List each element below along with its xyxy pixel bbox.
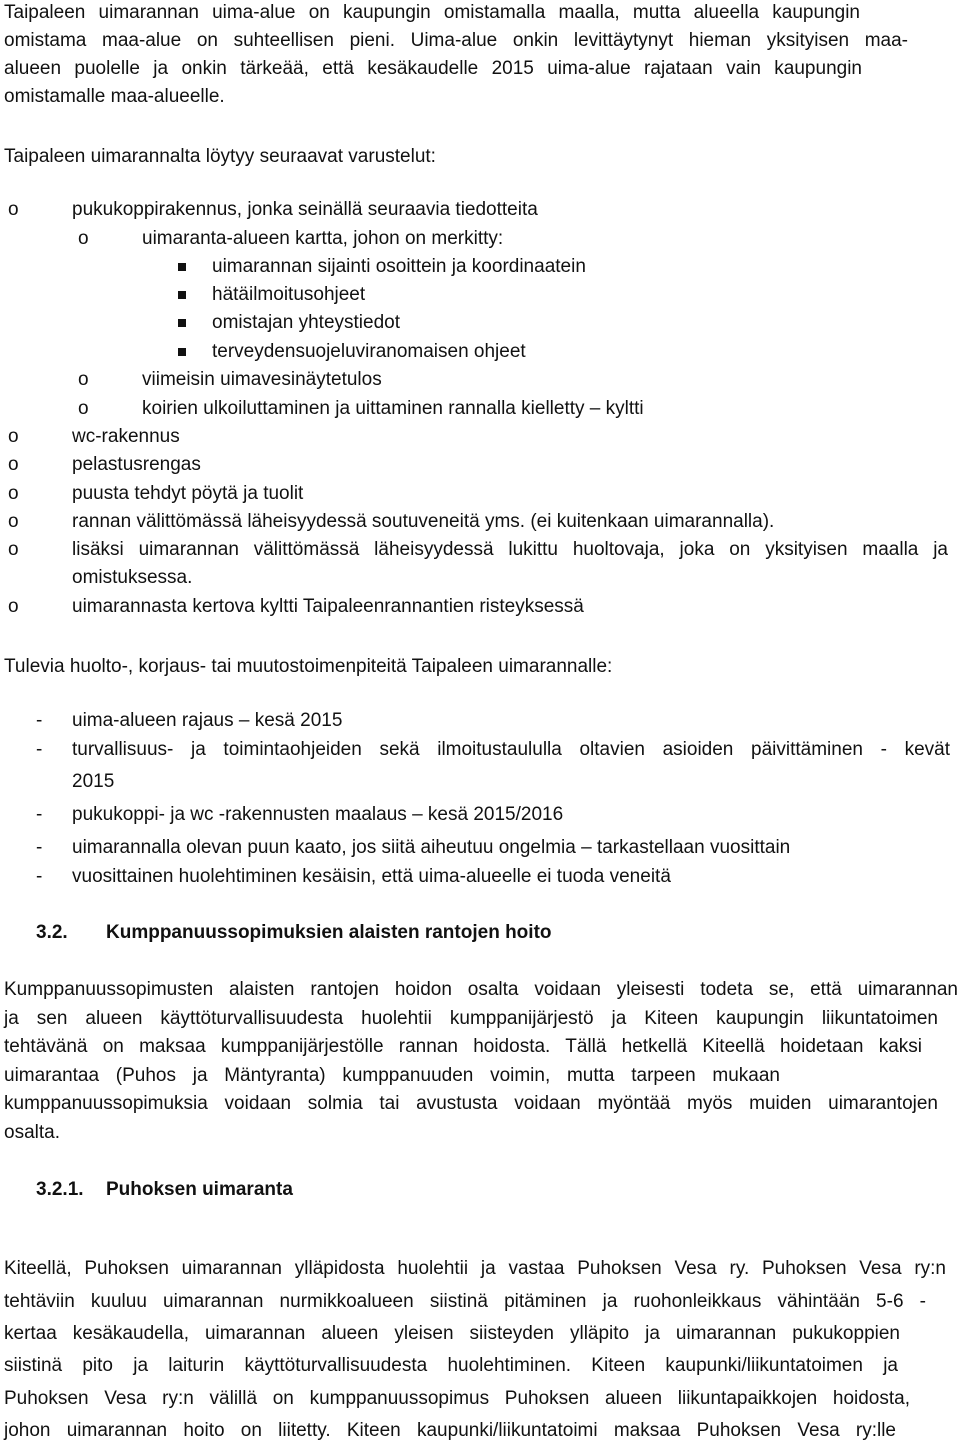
paragraph-line: Puhoksen Vesa ry:n välillä on kumppanuussopimus Puhoksen alueen liikuntapaikkojen hoidosta, (4, 1388, 910, 1409)
dash-bullet: - (36, 739, 43, 760)
paragraph-line: uimarantaa (Puhos ja Mäntyranta) kumppanuuden voimin, mutta tarpeen mukaan (4, 1065, 780, 1086)
list-item: omistajan yhteystiedot (212, 312, 400, 333)
intro-line: Taipaleen uimarannan uima-alue on kaupungin omistamalla maalla, mutta alueella kaupungin (4, 2, 860, 23)
list-item: viimeisin uimavesinäytetulos (142, 369, 382, 390)
list-item: uimarannalla olevan puun kaato, jos siitä aiheutuu ongelmia – tarkastellaan vuosittain (72, 837, 791, 858)
paragraph-line: osalta. (4, 1122, 60, 1143)
list-item: uima-alueen rajaus – kesä 2015 (72, 710, 343, 731)
list-item: terveydensuojeluviranomaisen ohjeet (212, 341, 526, 362)
section-number: 3.2. (36, 922, 68, 943)
square-bullet-icon (178, 263, 186, 271)
paragraph-line: Kumppanuussopimusten alaisten rantojen hoidon osalta voidaan yleisesti todeta se, että uimarannan (4, 979, 958, 1000)
intro-line: omistamalle maa-alueelle. (4, 86, 225, 107)
list-item: pelastusrengas (72, 454, 201, 475)
list-item: pukukoppi- ja wc -rakennusten maalaus – kesä 2015/2016 (72, 804, 564, 825)
dash-bullet: - (36, 804, 43, 825)
list-item: wc-rakennus (72, 426, 180, 447)
list-bullet: o (78, 369, 89, 390)
list-bullet: o (8, 199, 19, 220)
list-bullet: o (8, 511, 19, 532)
list-item: uimaranta-alueen kartta, johon on merkitty: (142, 228, 504, 249)
section-heading: Kumppanuussopimuksien alaisten rantojen hoito (106, 922, 552, 943)
list-bullet: o (8, 454, 19, 475)
list-bullet: o (8, 596, 19, 617)
dash-bullet: - (36, 710, 43, 731)
list-bullet: o (78, 398, 89, 419)
intro-line: omistama maa-alue on suhteellisen pieni. Uima-alue onkin levittäytynyt hieman yksityisen maa- (4, 30, 908, 51)
paragraph-line: siistinä pito ja laiturin käyttöturvallisuudesta huolehtiminen. Kiteen kaupunki/liikuntatoimen ja (4, 1355, 898, 1376)
list-bullet: o (8, 539, 19, 560)
paragraph-line: johon uimarannan hoito on liitetty. Kiteen kaupunki/liikuntatoimi maksaa Puhoksen Vesa ry:lle (4, 1420, 896, 1441)
future-intro: Tulevia huolto-, korjaus- tai muutostoimenpiteitä Taipaleen uimarannalle: (4, 656, 613, 677)
list-item: koirien ulkoiluttaminen ja uittaminen rannalla kielletty – kyltti (142, 398, 644, 419)
square-bullet-icon (178, 348, 186, 356)
list-item: turvallisuus- ja toimintaohjeiden sekä ilmoitustaululla oltavien asioiden päivittäminen - kevät (72, 739, 950, 760)
list-bullet: o (8, 426, 19, 447)
list-item-continuation: 2015 (72, 771, 115, 792)
list-bullet: o (78, 228, 89, 249)
square-bullet-icon (178, 319, 186, 327)
paragraph-line: tehtäviin kuuluu uimarannan nurmikkoalueen siistinä pitäminen ja ruohonleikkaus vähintään 5-6 - (4, 1291, 926, 1312)
list-item: uimarannasta kertova kyltti Taipaleenrannantien risteyksessä (72, 596, 584, 617)
paragraph-line: tehtävänä on maksaa kumppanijärjestölle rannan hoidosta. Tällä hetkellä Kiteellä hoidetaan kaksi (4, 1036, 922, 1057)
list-item: puusta tehdyt pöytä ja tuolit (72, 483, 304, 504)
square-bullet-icon (178, 291, 186, 299)
paragraph-line: ja sen alueen käyttöturvallisuudesta huolehtii kumppanijärjestö ja Kiteen kaupungin liikuntatoimen (4, 1008, 938, 1029)
section-heading: Puhoksen uimaranta (106, 1179, 293, 1200)
list-bullet: o (8, 483, 19, 504)
list-item: uimarannan sijainti osoittein ja koordinaatein (212, 256, 586, 277)
list-item: pukukoppirakennus, jonka seinällä seuraavia tiedotteita (72, 199, 538, 220)
list-item-continuation: omistuksessa. (72, 567, 193, 588)
list-item: rannan välittömässä läheisyydessä soutuveneitä yms. (ei kuitenkaan uimarannalla). (72, 511, 775, 532)
list-item: vuosittainen huolehtiminen kesäisin, että uima-alueelle ei tuoda veneitä (72, 866, 671, 887)
dash-bullet: - (36, 866, 43, 887)
equipment-intro: Taipaleen uimarannalta löytyy seuraavat varustelut: (4, 146, 436, 167)
section-number: 3.2.1. (36, 1179, 84, 1200)
paragraph-line: kumppanuussopimuksia voidaan solmia tai avustusta voidaan myöntää myös muiden uimarantojen (4, 1093, 938, 1114)
paragraph-line: Kiteellä, Puhoksen uimarannan ylläpidosta huolehtii ja vastaa Puhoksen Vesa ry. Puhoksen Vesa ry:n (4, 1258, 946, 1279)
intro-line: alueen puolelle ja onkin tärkeää, että kesäkaudelle 2015 uima-alue rajataan vain kaupungin (4, 58, 862, 79)
list-item: hätäilmoitusohjeet (212, 284, 366, 305)
paragraph-line: kertaa kesäkaudella, uimarannan alueen yleisen siisteyden ylläpito ja uimarannan pukukoppien (4, 1323, 900, 1344)
list-item: lisäksi uimarannan välittömässä läheisyydessä lukittu huoltovaja, joka on yksityisen maalla ja (72, 539, 948, 560)
dash-bullet: - (36, 837, 43, 858)
